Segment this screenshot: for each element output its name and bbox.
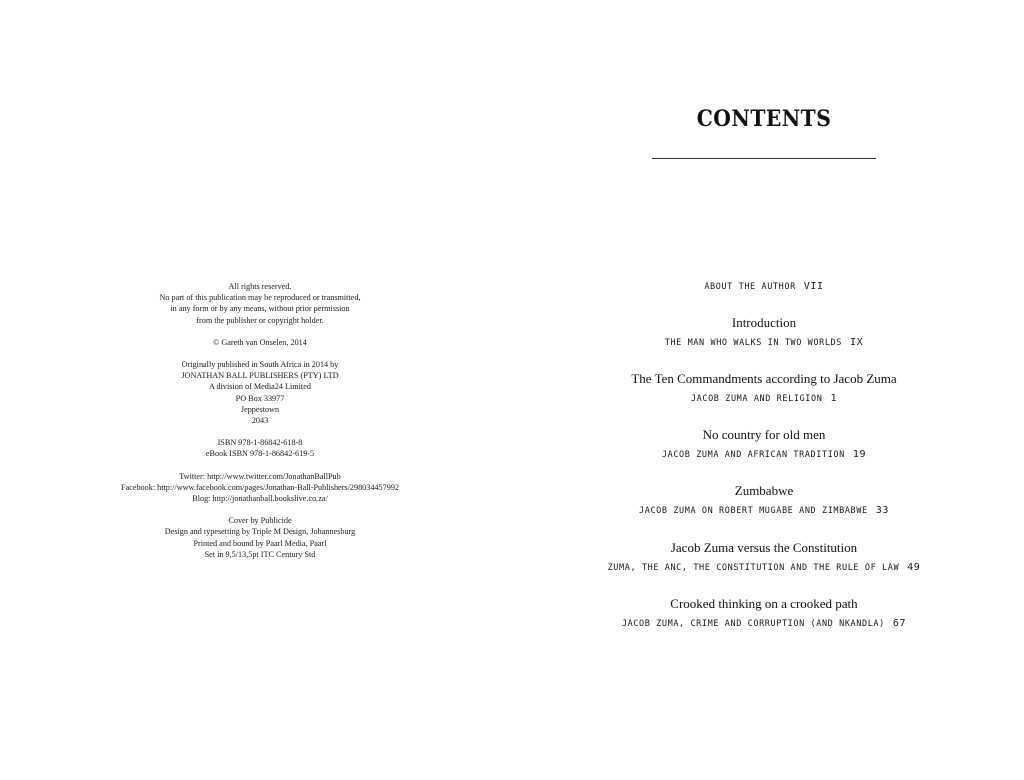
publisher-division: A division of Media24 Limited bbox=[209, 382, 311, 392]
toc-subtitle bbox=[560, 505, 968, 517]
credits-line: Cover by Publicide bbox=[228, 516, 292, 526]
heading-rule bbox=[652, 158, 876, 159]
rights-line: from the publisher or copyright holder. bbox=[196, 315, 324, 325]
publisher-line: Originally published in South Africa in 2014 by bbox=[181, 360, 339, 370]
toc-entry-no-country[interactable] bbox=[560, 427, 968, 461]
toc-title: No country for old men bbox=[702, 427, 826, 442]
spacer bbox=[100, 426, 420, 437]
rights-line: All rights reserved. bbox=[228, 282, 292, 291]
contents-heading: CONTENTS bbox=[696, 106, 832, 132]
toc-subtitle-text: ABOUT THE AUTHOR bbox=[704, 282, 796, 292]
toc-page-number: 49 bbox=[907, 562, 921, 573]
toc-subtitle-text: THE MAN WHO WALKS IN TWO WORLDS bbox=[664, 338, 842, 348]
publisher-address: Jeppestown bbox=[240, 404, 280, 414]
toc-title: Introduction bbox=[731, 315, 797, 330]
rights-line: No part of this publication may be reproduced or transmitted, bbox=[159, 293, 361, 303]
toc-subtitle-text: JACOB ZUMA, CRIME AND CORRUPTION (AND NKANDLA) bbox=[621, 619, 885, 629]
toc-entry-zumbabwe[interactable] bbox=[560, 483, 968, 517]
spacer bbox=[100, 460, 420, 471]
credits-line: Design and typesetting by Triple M Design, Johannesburg bbox=[164, 527, 356, 537]
toc-entry-constitution[interactable] bbox=[560, 540, 968, 574]
blog-link[interactable]: Blog: http://jonathanball.bookslive.co.za/ bbox=[192, 494, 328, 504]
toc-subtitle-text: JACOB ZUMA AND RELIGION bbox=[690, 394, 823, 404]
twitter-link[interactable]: Twitter: http://www.twitter.com/JonathanBallPub bbox=[179, 471, 341, 481]
copyright-line: © Gareth van Onselen, 2014 bbox=[213, 337, 307, 347]
toc-subtitle bbox=[560, 562, 968, 574]
facebook-link[interactable]: Facebook: http://www.facebook.com/pages/Jonathan-Ball-Publishers/298034457992 bbox=[120, 482, 400, 492]
toc-subtitle-text: ZUMA, THE ANC, THE CONSTITUTION AND THE RULE OF LAW bbox=[607, 563, 900, 573]
toc-title: The Ten Commandments according to Jacob Zuma bbox=[631, 371, 897, 386]
toc-entry-introduction[interactable] bbox=[560, 315, 968, 349]
toc-entry-crooked-thinking[interactable] bbox=[560, 596, 968, 630]
toc-subtitle bbox=[560, 337, 968, 349]
toc-page-number: VII bbox=[803, 281, 824, 292]
spacer bbox=[100, 504, 420, 515]
isbn-line: ISBN 978-1-86842-618-8 bbox=[217, 438, 303, 448]
toc-entry-about-author[interactable] bbox=[560, 281, 968, 293]
toc-page-number: IX bbox=[850, 337, 864, 348]
publisher-name: JONATHAN BALL PUBLISHERS (PTY) LTD bbox=[181, 371, 339, 381]
toc-title: Jacob Zuma versus the Constitution bbox=[670, 540, 858, 555]
toc-subtitle bbox=[560, 393, 968, 405]
credits-line: Printed and bound by Paarl Media, Paarl bbox=[193, 538, 327, 548]
toc-subtitle bbox=[560, 281, 968, 293]
publisher-address: PO Box 33977 bbox=[235, 393, 285, 403]
toc-subtitle bbox=[560, 618, 968, 630]
publisher-address: 2043 bbox=[251, 416, 269, 426]
toc-subtitle-text: JACOB ZUMA AND AFRICAN TRADITION bbox=[661, 450, 845, 460]
rights-line: in any form or by any means, without prior permission bbox=[170, 304, 350, 314]
toc-entry-ten-commandments[interactable] bbox=[560, 371, 968, 405]
copyright-block bbox=[100, 281, 420, 560]
toc-subtitle-text: JACOB ZUMA ON ROBERT MUGABE AND ZIMBABWE bbox=[639, 506, 868, 516]
ebook-isbn-line: eBook ISBN 978-1-86842-619-5 bbox=[205, 449, 315, 459]
toc-title: Zumbabwe bbox=[734, 483, 794, 498]
toc-page-number: 67 bbox=[892, 618, 907, 629]
toc-title: Crooked thinking on a crooked path bbox=[670, 596, 858, 611]
toc-page-number: 1 bbox=[830, 393, 838, 404]
spacer bbox=[100, 326, 420, 337]
toc-page-number: 33 bbox=[875, 505, 889, 516]
spacer bbox=[100, 348, 420, 359]
credits-line: Set in 9,5/13,5pt ITC Century Std bbox=[204, 549, 316, 559]
toc-page-number: 19 bbox=[852, 449, 867, 460]
toc-subtitle bbox=[560, 449, 968, 461]
